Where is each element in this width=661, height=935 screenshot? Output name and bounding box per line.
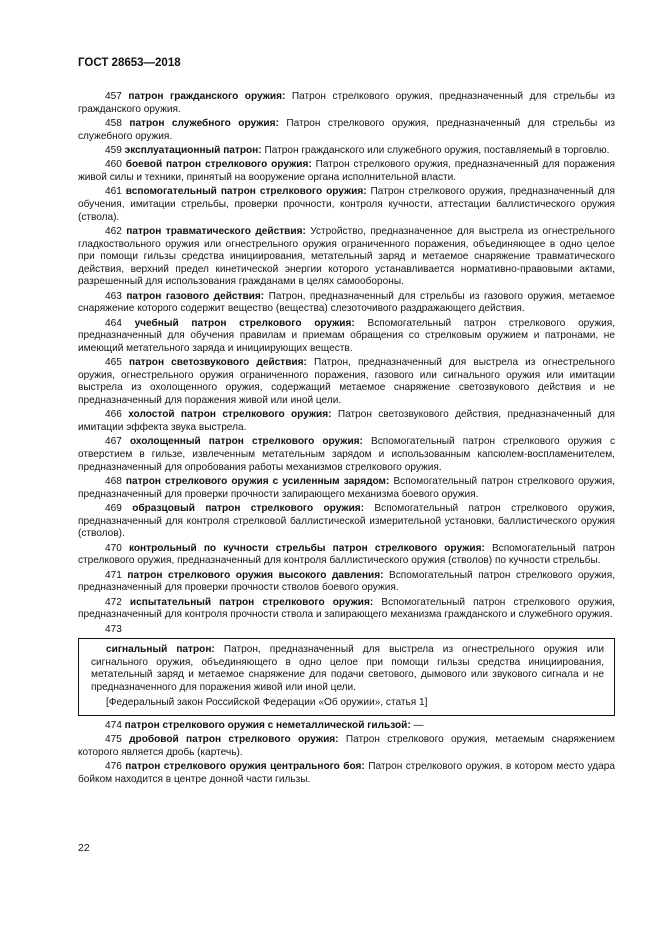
glossary-entry — [78, 318, 615, 356]
entry-number: 476 — [105, 761, 122, 773]
entry-definition: Устройство, предназначенное для выстрела из огнестрельного гладкоствольного оружия или огнестрельного оружия ограниченного поражения, объединяющее в одно целое при помощи гильзы средства инициирования, метательный заряд и метаемое снаряжение травматического действия, верхний предел кинетической энергии которого устанавливается нормативно-правовыми актами, разрешенный для использования гражданами в целях самообороны. — [78, 225, 615, 288]
entry-number: 467 — [105, 436, 122, 448]
glossary-entry — [78, 734, 615, 759]
entry-term: охолощенный патрон стрелкового оружия: — [129, 436, 363, 448]
glossary-entry — [78, 291, 615, 316]
entry-term: патрон гражданского оружия: — [128, 91, 286, 102]
entry-number: 469 — [105, 502, 122, 514]
entry-number: 459 — [105, 144, 122, 156]
entries-list — [78, 91, 615, 622]
entry-term: дробовой патрон стрелкового оружия: — [129, 734, 339, 746]
entry-definition: Вспомогательный патрон стрелкового оружия, предназначенный для контроля прочности ствола и запирающего механизма гражданского и служебного оружия. — [78, 596, 615, 621]
entry-definition: Патрон стрелкового оружия, метаемым снаряжением которого является дробь (картечь). — [78, 734, 615, 759]
entry-term: эксплуатационный патрон: — [124, 144, 262, 156]
entry-definition: Патрон, предназначенный для стрельбы из газового оружия, метаемое снаряжение которого содержит вещество (вещества) слезоточивого раздражающего действия. — [78, 290, 616, 315]
entry-term: сигнальный патрон: — [106, 644, 215, 656]
glossary-entry — [78, 186, 615, 224]
entry-definition: Патрон стрелкового оружия, в котором место удара бойком находится в центре донной части гильзы. — [78, 761, 615, 786]
entry-definition: Патрон стрелкового оружия, предназначенный для поражения живой силы и техники, принятый на вооружение органа исполнительной власти. — [78, 159, 615, 183]
entry-definition: — — [410, 720, 424, 732]
entry-term: учебный патрон стрелкового оружия: — [134, 317, 355, 329]
entry-definition: Патрон стрелкового оружия, предназначенный для обучения, имитации стрельбы, проверки прочности, контроля кучности, аттестации баллистического оружия (ствола). — [78, 186, 615, 223]
glossary-entry — [78, 476, 615, 501]
glossary-entry — [78, 720, 615, 733]
entry-number: 475 — [105, 734, 122, 746]
glossary-entry — [78, 118, 615, 143]
entry-term: контрольный по кучности стрельбы патрон стрелкового оружия: — [128, 542, 485, 554]
entry-term: патрон стрелкового оружия с усиленным зарядом: — [125, 475, 390, 487]
entry-term: вспомогательный патрон стрелкового оружия: — [125, 186, 367, 198]
entry-number: 474 — [105, 720, 122, 732]
entry-number: 471 — [105, 569, 122, 581]
document-header: ГОСТ 28653—2018 — [78, 57, 181, 69]
entry-definition: Вспомогательный патрон стрелкового оружия, предназначенный для обучения правилам и приемам обращения со стрелковым оружием и патронами, не имеющий метательного заряда и инициирующих веществ. — [78, 317, 615, 354]
quoted-definition-box — [78, 638, 615, 716]
glossary-entry — [78, 597, 615, 622]
entry-definition: Патрон, предназначенный для выстрела из огнестрельного оружия, огнестрельного оружия ограниченного поражения, газового или сигнального оружия или имитации выстрела из охолощенного оружия, содержащий метаемое снаряжение светозвукового действия и не предназначенный для поражения живой или иной цели. — [78, 357, 616, 407]
entry-number: 457 — [105, 91, 122, 102]
glossary-entry — [78, 409, 615, 434]
document-body — [78, 91, 615, 788]
entry-definition: Вспомогательный патрон стрелкового оружия с отверстием в гильзе, извлеченным метательным зарядом и использованным капсюлем-воспламенителем, предназначенный для опробования работы механизмов стрелкового оружия. — [78, 436, 615, 473]
entry-term: холостой патрон стрелкового оружия: — [128, 409, 332, 421]
entry-number: 463 — [105, 290, 122, 302]
entry-term: испытательный патрон стрелкового оружия: — [129, 596, 374, 608]
entry-term: патрон травматического действия: — [126, 225, 306, 237]
entry-number: 466 — [105, 409, 122, 421]
entry-number: 461 — [105, 186, 122, 198]
entry-definition: Вспомогательный патрон стрелкового оружия, предназначенный для проверки прочности стволов боевого оружия. — [78, 569, 615, 594]
glossary-entry — [78, 503, 615, 541]
entry-term: патрон газового действия: — [126, 290, 265, 302]
entry-definition: Вспомогательный патрон стрелкового оружия, предназначенный для контроля стрелковой баллистической измерительной установки, баллистического оружия (стволов). — [78, 502, 615, 540]
entry-number: 460 — [105, 159, 122, 171]
glossary-entry — [78, 543, 615, 568]
source-reference: [Федеральный закон Российской Федерации «Об оружии», статья 1] — [106, 697, 428, 709]
entry-definition: Патрон, предназначенный для выстрела из огнестрельного оружия или сигнального оружия, объединяющего в одно целое при помощи гильзы средства инициирования, метательный заряд и метаемое снаряжение для подачи светового, дымового или звукового сигнала и не предназначенного для поражения живой или иной цели. — [91, 644, 604, 693]
entry-definition: Вспомогательный патрон стрелкового оружия, предназначенный для контроля баллистического оружия (стволов) по кучности стрельбы. — [78, 542, 616, 567]
glossary-entry — [78, 761, 615, 786]
entry-definition: Патрон светозвукового действия, предназначенный для имитации эффекта звука выстрела. — [78, 409, 616, 434]
entry-definition: Патрон стрелкового оружия, предназначенный для стрельбы из служебного оружия. — [78, 117, 615, 142]
glossary-entry — [78, 91, 615, 116]
entry-term: образцовый патрон стрелкового оружия: — [132, 502, 365, 514]
glossary-entry — [78, 159, 615, 184]
glossary-entry — [78, 145, 615, 158]
entry-number: 468 — [105, 475, 122, 487]
entry-term: патрон стрелкового оружия высокого давления: — [127, 569, 384, 581]
entry-definition: Патрон стрелкового оружия, предназначенный для стрельбы из гражданского оружия. — [78, 91, 615, 115]
entry-definition: Патрон гражданского или служебного оружия, поставляемый в торговлю. — [261, 144, 610, 156]
entry-term: боевой патрон стрелкового оружия: — [125, 159, 312, 171]
entries-list-continued — [78, 720, 615, 787]
entry-number: 465 — [105, 357, 122, 369]
glossary-entry — [78, 357, 615, 407]
entry-term: патрон стрелкового оружия с неметаллической гильзой: — [124, 720, 411, 732]
page-number: 22 — [78, 842, 90, 854]
glossary-entry — [78, 436, 615, 474]
entry-term: патрон светозвукового действия: — [128, 357, 307, 369]
entry-number: 472 — [105, 596, 122, 608]
entry-473-text — [91, 644, 604, 694]
entry-number: 464 — [105, 317, 122, 329]
glossary-entry — [78, 226, 615, 289]
entry-number: 473 — [105, 623, 122, 635]
entry-number: 470 — [105, 542, 122, 554]
entry-473-number — [78, 624, 615, 637]
entry-term: патрон стрелкового оружия центрального боя: — [125, 761, 365, 773]
entry-number: 458 — [105, 117, 122, 129]
entry-term: патрон служебного оружия: — [129, 117, 279, 129]
entry-number: 462 — [105, 225, 122, 237]
entry-definition: Вспомогательный патрон стрелкового оружия, предназначенный для проверки прочности запирающего механизма боевого оружия. — [78, 475, 615, 500]
glossary-entry — [78, 570, 615, 595]
